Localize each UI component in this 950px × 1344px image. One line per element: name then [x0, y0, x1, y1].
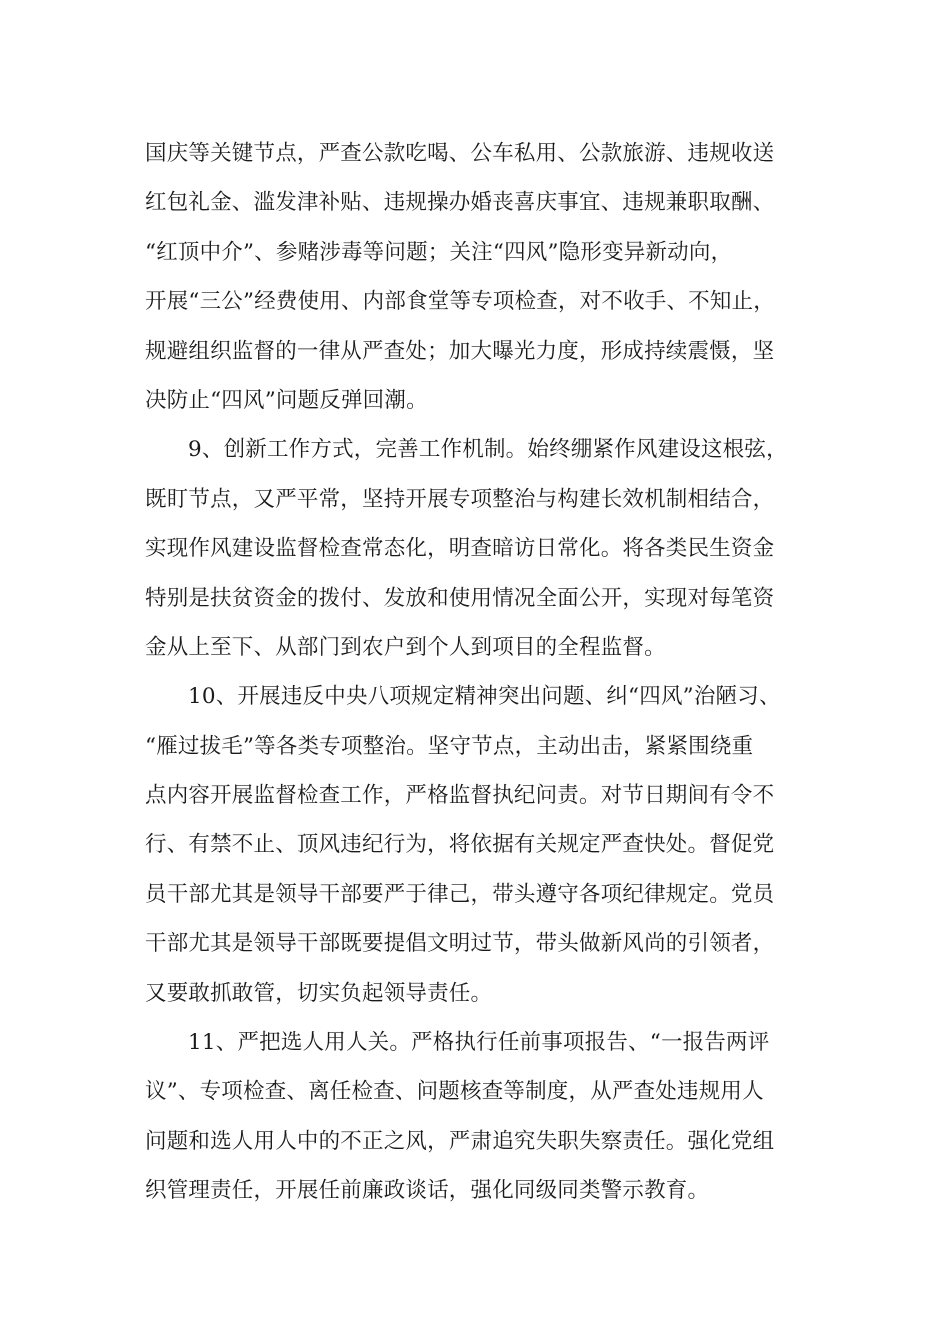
document-body [145, 129, 845, 1216]
text-line: 又要敢抓敢管，切实负起领导责任。 [145, 980, 493, 1006]
text-line: 红包礼金、滥发津补贴、违规操办婚丧喜庆事宜、违规兼职取酬、 [145, 190, 775, 216]
text-line: 干部尤其是领导干部既要提倡文明过节，带头做新风尚的引领者， [145, 931, 775, 957]
text-line: 问题和选人用人中的不正之风，严肃追究失职失察责任。强化党组 [145, 1128, 775, 1154]
text-line: “雁过拔毛”等各类专项整治。坚守节点，主动出击，紧紧围绕重 [145, 733, 754, 759]
paragraph-10-start: 10、开展违反中央八项规定精神突出问题、纠“四风”治陋习、 [188, 684, 781, 710]
text-line: 实现作风建设监督检查常态化，明查暗访日常化。将各类民生资金 [145, 536, 775, 562]
text-line: 国庆等关键节点，严查公款吃喝、公车私用、公款旅游、违规收送 [145, 141, 775, 166]
text-line: 议”、专项检查、离任检查、问题核查等制度，从严查处违规用人 [145, 1079, 764, 1105]
text-line: 点内容开展监督检查工作，严格监督执纪问责。对节日期间有令不 [145, 783, 775, 809]
paragraph-9-start: 9、创新工作方式，完善工作机制。始终绷紧作风建设这根弦， [188, 437, 788, 463]
text-line: 特别是扶贫资金的拨付、发放和使用情况全面公开，实现对每笔资 [145, 585, 775, 611]
text-line: 开展“三公”经费使用、内部食堂等专项检查，对不收手、不知止， [145, 289, 775, 315]
text-line: 行、有禁不止、顶风违纪行为，将依据有关规定严查快处。督促党 [145, 832, 775, 858]
text-line: 既盯节点，又严平常，坚持开展专项整治与构建长效机制相结合， [145, 486, 775, 512]
text-line: “红顶中介”、参赌涉毒等问题；关注“四风”隐形变异新动向， [145, 239, 733, 265]
text-line: 员干部尤其是领导干部要严于律己，带头遵守各项纪律规定。党员 [145, 881, 775, 907]
text-line: 决防止“四风”问题反弹回潮。 [145, 387, 428, 413]
text-line: 规避组织监督的一律从严查处；加大曝光力度，形成持续震慑，坚 [145, 338, 775, 364]
text-line: 金从上至下、从部门到农户到个人到项目的全程监督。 [145, 634, 666, 660]
paragraph-11-start: 11、严把选人用人关。严格执行任前事项报告、“一报告两评 [188, 1030, 770, 1056]
text-line: 织管理责任，开展任前廉政谈话，强化同级同类警示教育。 [145, 1178, 710, 1204]
